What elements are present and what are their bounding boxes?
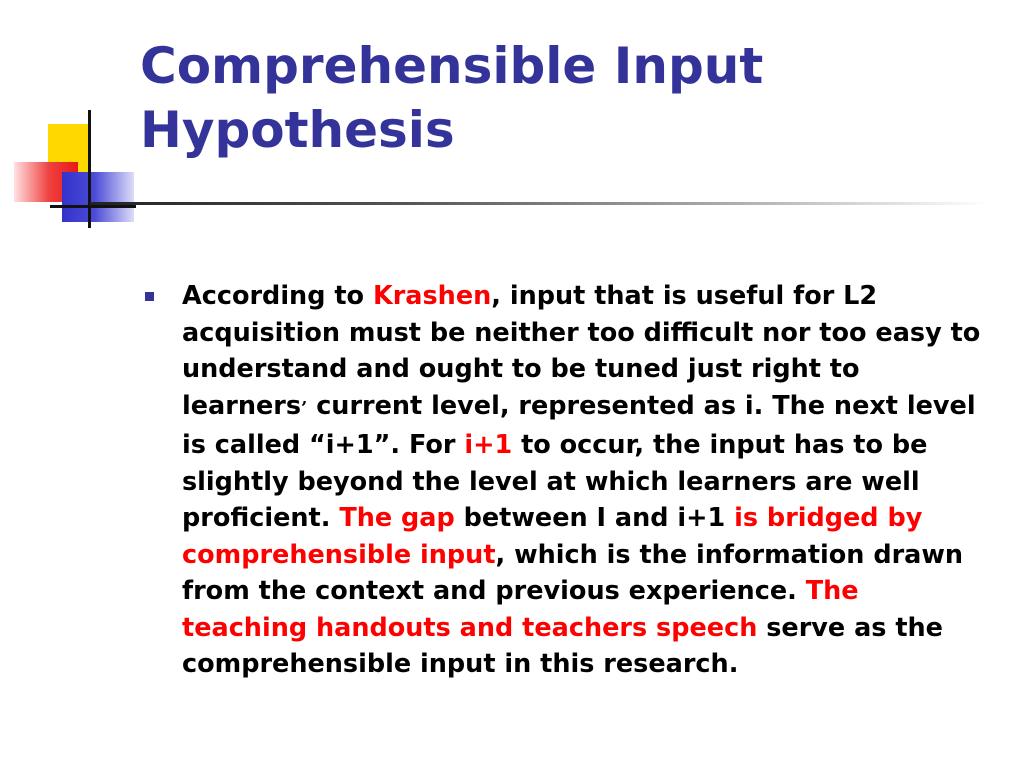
square-bullet-icon [145, 292, 154, 301]
text-segment: For [400, 430, 465, 460]
blue-square-decoration [62, 172, 134, 222]
emphasis-segment: i+1 [464, 430, 513, 460]
emphasis-segment: Krashen [372, 281, 492, 311]
text-segment: , input that is useful for L2 acquisition must be neither too difficult nor too easy to understand and ought to be tuned just right to learners [182, 281, 981, 421]
title-underline-rule [90, 202, 990, 205]
title-line-1: Comprehensible Input [140, 37, 764, 95]
horizontal-line-decoration [50, 205, 136, 208]
text-segment: between I and i+1 [454, 503, 735, 533]
emphasis-segment: The teaching handouts and teachers speech [182, 576, 859, 643]
quoted-segment: “i+1”. [309, 430, 401, 460]
bullet-paragraph [182, 278, 990, 683]
text-segment: According to [182, 281, 373, 311]
text-segment: , which is the information drawn from the context and previous experience. [182, 539, 964, 606]
text-segment: serve as the comprehensible input in this research. [182, 612, 943, 679]
emphasis-segment: is bridged by comprehensible input [182, 503, 923, 570]
text-segment: to occur, the input has to be slightly beyond the level at which learners are well proficient. [182, 430, 928, 533]
emphasis-segment: The gap [339, 503, 455, 533]
title-line-2: Hypothesis [140, 101, 455, 159]
slide-title [140, 34, 1000, 162]
text-segment: current level, represented as i. The next level is called [182, 390, 976, 460]
apostrophe-segment: ’ [301, 397, 308, 419]
vertical-line-decoration [88, 110, 91, 228]
